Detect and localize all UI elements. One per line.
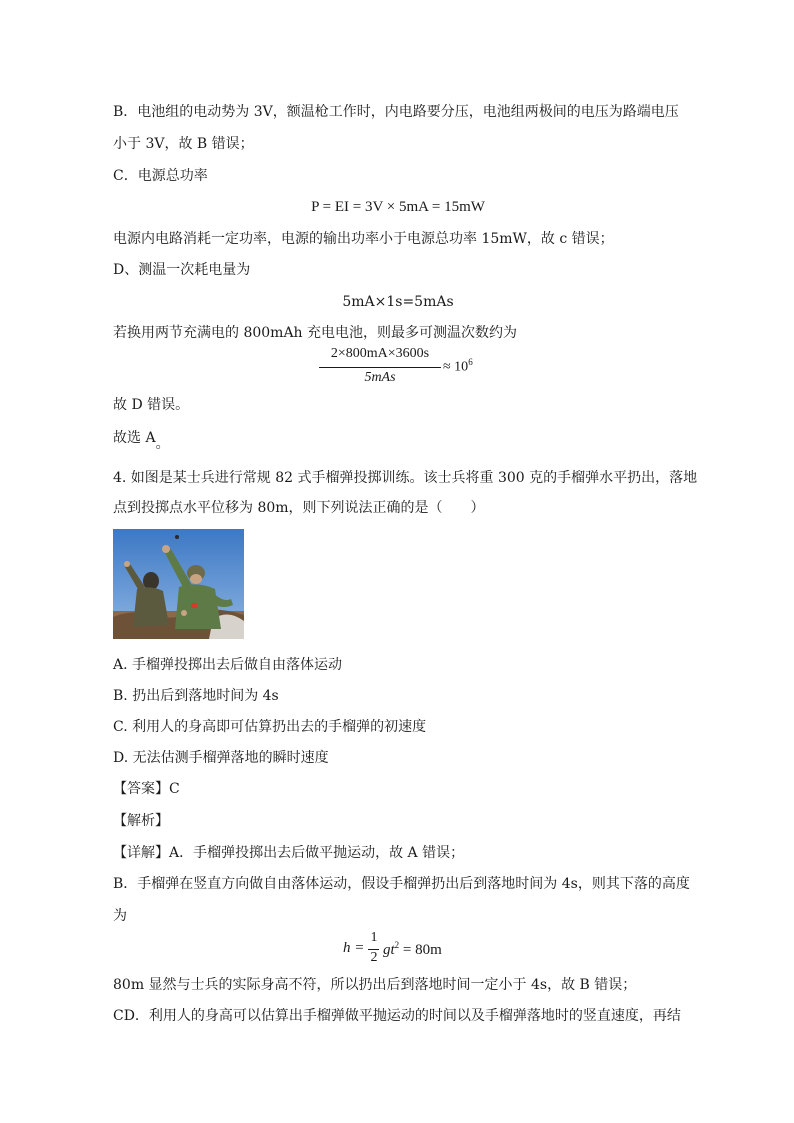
formula-power bbox=[113, 197, 683, 217]
text-line: 电源内电路消耗一定功率，电源的输出功率小于电源总功率 15mW，故 c 错误； bbox=[113, 231, 614, 247]
option-c: C. 利用人的身高即可估算扔出去的手榴弹的初速度 bbox=[113, 719, 427, 735]
text-line: 故 D 错误。 bbox=[113, 397, 190, 413]
fraction-denominator: 5mAs bbox=[364, 370, 396, 385]
question-stem-line: 4. 如图是某士兵进行常规 82 式手榴弹投掷训练。该士兵将重 300 克的手榴弹水平扔出，落地 bbox=[113, 470, 698, 486]
analysis-label: 【解析】 bbox=[113, 813, 169, 829]
fraction-bar bbox=[319, 367, 441, 368]
height-value: = 80m bbox=[399, 942, 442, 958]
half-denominator: 2 bbox=[370, 950, 378, 965]
text-line: 为 bbox=[113, 908, 127, 924]
text-line: B．手榴弹在竖直方向做自由落体运动，假设手榴弹扔出后到落地时间为 4s，则其下落的高度 bbox=[113, 876, 690, 892]
text-line: C．电源总功率 bbox=[113, 168, 208, 184]
approx-exponent: 6 bbox=[468, 357, 473, 367]
text-line: 【详解】A．手榴弹投掷出去后做平抛运动，故 A 错误； bbox=[113, 845, 465, 861]
fraction-numerator: 2×800mA×3600s bbox=[330, 346, 430, 361]
text-line: 若换用两节充满电的 800mAh 充电电池，则最多可测温次数约为 bbox=[113, 325, 518, 341]
text-line: 80m 显然与士兵的实际身高不符，所以扔出后到落地时间一定小于 4s，故 B 错误； bbox=[113, 977, 637, 993]
answer-label: 【答案】C bbox=[113, 781, 180, 797]
option-b: B. 扔出后到落地时间为 4s bbox=[113, 688, 279, 704]
answer-choice: 故选 A bbox=[113, 430, 156, 446]
period-mark: 。 bbox=[155, 436, 170, 452]
soldier-photo-image bbox=[113, 529, 244, 639]
formula-power-text: P = EI = 3V × 5mA = 15mW bbox=[311, 199, 485, 215]
formula-ratio bbox=[315, 346, 475, 390]
question-stem-line: 点到投掷点水平位移为 80m，则下列说法正确的是（ ） bbox=[113, 500, 485, 516]
formula-height-rhs bbox=[383, 940, 442, 959]
option-a: A. 手榴弹投掷出去后做自由落体运动 bbox=[113, 657, 343, 673]
soldier-photo bbox=[113, 529, 244, 639]
gt-exponent: 2 bbox=[394, 940, 400, 950]
formula-height bbox=[343, 930, 463, 970]
formula-charge: 5mA×1s=5mAs bbox=[342, 294, 454, 310]
text-line: CD．利用人的身高可以估算出手榴弹做平抛运动的时间以及手榴弹落地时的竖直速度，再结 bbox=[113, 1008, 681, 1024]
half-numerator: 1 bbox=[370, 930, 378, 945]
fraction-approx bbox=[443, 357, 473, 376]
text-line: 小于 3V，故 B 错误； bbox=[113, 136, 254, 152]
text-line: D、测温一次耗电量为 bbox=[113, 262, 251, 278]
gt-term: gt bbox=[383, 942, 395, 958]
approx-text: ≈ 10 bbox=[443, 359, 469, 375]
text-line: B．电池组的电动势为 3V，额温枪工作时，内电路要分压，电池组两极间的电压为路端电压 bbox=[113, 104, 679, 120]
formula-height-lhs: h = bbox=[343, 940, 365, 956]
option-d: D. 无法估测手榴弹落地的瞬时速度 bbox=[113, 750, 329, 766]
text-line bbox=[113, 428, 683, 452]
